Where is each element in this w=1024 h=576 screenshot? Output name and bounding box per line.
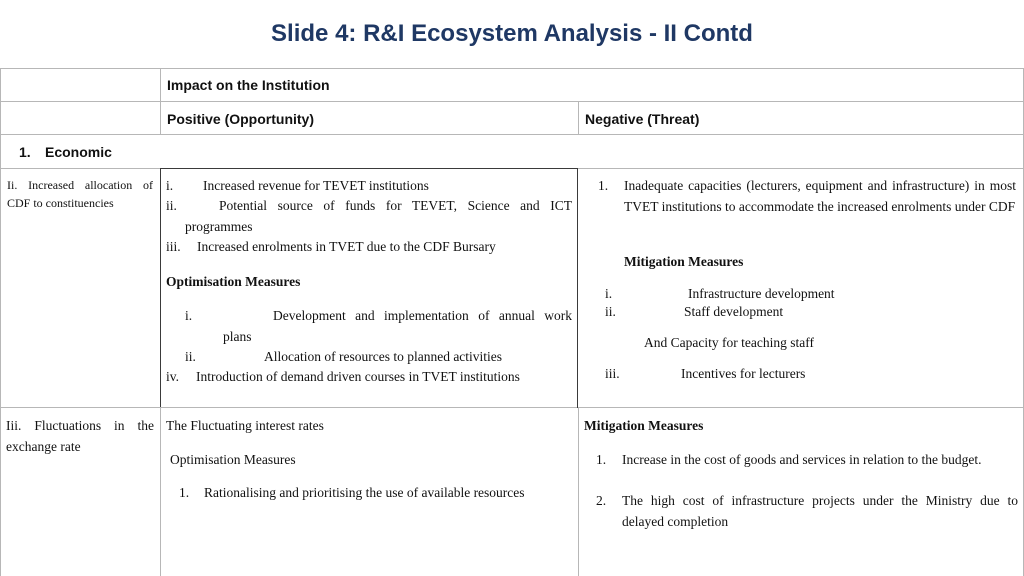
list-text: Increase in the cost of goods and services in relation to the budget.	[622, 452, 982, 467]
col-divider	[577, 168, 578, 408]
list-item	[166, 347, 572, 367]
list-item	[584, 491, 1017, 532]
mitigation-extra: And Capacity for teaching staff	[644, 335, 814, 350]
list-number: 1.	[598, 178, 609, 193]
row-divider	[0, 168, 160, 169]
row-divider	[0, 134, 1024, 135]
negative-list	[584, 176, 1017, 238]
header-impact: Impact on the Institution	[167, 77, 330, 93]
col-divider	[160, 407, 161, 576]
list-text: Rationalising and prioritising the use of available resources	[204, 485, 525, 500]
mitigation-heading: Mitigation Measures	[624, 254, 744, 269]
list-number: i.	[605, 286, 613, 301]
list-text: Staff development	[684, 304, 784, 319]
col-divider	[160, 168, 161, 408]
list-item	[166, 367, 572, 387]
list-text: Allocation of resources to planned activities	[264, 349, 503, 364]
list-number: i.	[166, 178, 174, 193]
list-text: Infrastructure development	[688, 286, 835, 301]
list-text: Potential source of funds for TEVET, Science and ICT programmes	[185, 198, 572, 234]
col-divider	[160, 68, 161, 135]
row-divider	[578, 168, 1024, 169]
list-item	[166, 483, 572, 503]
positive-list	[166, 176, 572, 257]
list-text: The high cost of infrastructure projects under the Ministry due to delayed completion	[622, 493, 1018, 529]
row-divider	[160, 168, 578, 169]
list-text: Incentives for lecturers	[681, 366, 806, 381]
mitigation-list	[584, 284, 1017, 320]
list-item	[584, 302, 1017, 320]
list-number: ii.	[185, 349, 196, 364]
section-number: 1.	[19, 144, 31, 160]
fluctuating-rates-text: The Fluctuating interest rates	[166, 418, 324, 433]
table-border-left	[0, 68, 1, 576]
list-number: iii.	[166, 239, 181, 254]
optimisation-heading: Optimisation Measures	[166, 274, 301, 289]
table-border-top	[0, 68, 1024, 69]
list-number: 1.	[596, 452, 607, 467]
list-text: Increased revenue for TEVET institutions	[203, 178, 429, 193]
row-divider	[0, 101, 1024, 102]
col-divider	[578, 407, 579, 576]
header-positive: Positive (Opportunity)	[167, 111, 314, 127]
list-number: iv.	[166, 369, 179, 384]
list-number: 2.	[596, 493, 607, 508]
optimisation-list	[166, 483, 572, 503]
list-item	[166, 196, 572, 237]
list-text: Development and implementation of annual work plans	[223, 308, 572, 344]
section-label: Economic	[45, 144, 112, 160]
list-item	[166, 176, 572, 196]
list-number: iii.	[605, 366, 620, 381]
factor-exchange-rate: Iii. Fluctuations in the exchange rate	[6, 418, 154, 454]
list-number: 1.	[179, 485, 190, 500]
slide-title: Slide 4: R&I Ecosystem Analysis - II Contd	[271, 20, 753, 47]
list-item	[584, 176, 1017, 238]
col-divider	[578, 101, 579, 135]
factor-cdf-allocation: Ii. Increased allocation of CDF to constituencies	[7, 178, 153, 210]
list-item	[584, 284, 1017, 302]
list-item	[584, 450, 1017, 491]
list-text: Introduction of demand driven courses in TVET institutions	[196, 369, 520, 384]
list-text: Increased enrolments in TVET due to the CDF Bursary	[197, 239, 496, 254]
mitigation-list	[584, 450, 1017, 532]
list-number: i.	[185, 308, 193, 323]
optimisation-list	[166, 306, 572, 387]
list-item	[166, 237, 572, 257]
list-item	[166, 306, 572, 347]
list-text: Inadequate capacities (lecturers, equipment and infrastructure) in most TVET institutions to accommodate the increased enrolments under CDF	[624, 178, 1016, 214]
row-divider	[0, 407, 1024, 408]
list-number: ii.	[166, 198, 177, 213]
optimisation-heading: Optimisation Measures	[170, 452, 296, 467]
list-number: ii.	[605, 304, 616, 319]
mitigation-heading: Mitigation Measures	[584, 418, 704, 433]
header-negative: Negative (Threat)	[585, 111, 700, 127]
